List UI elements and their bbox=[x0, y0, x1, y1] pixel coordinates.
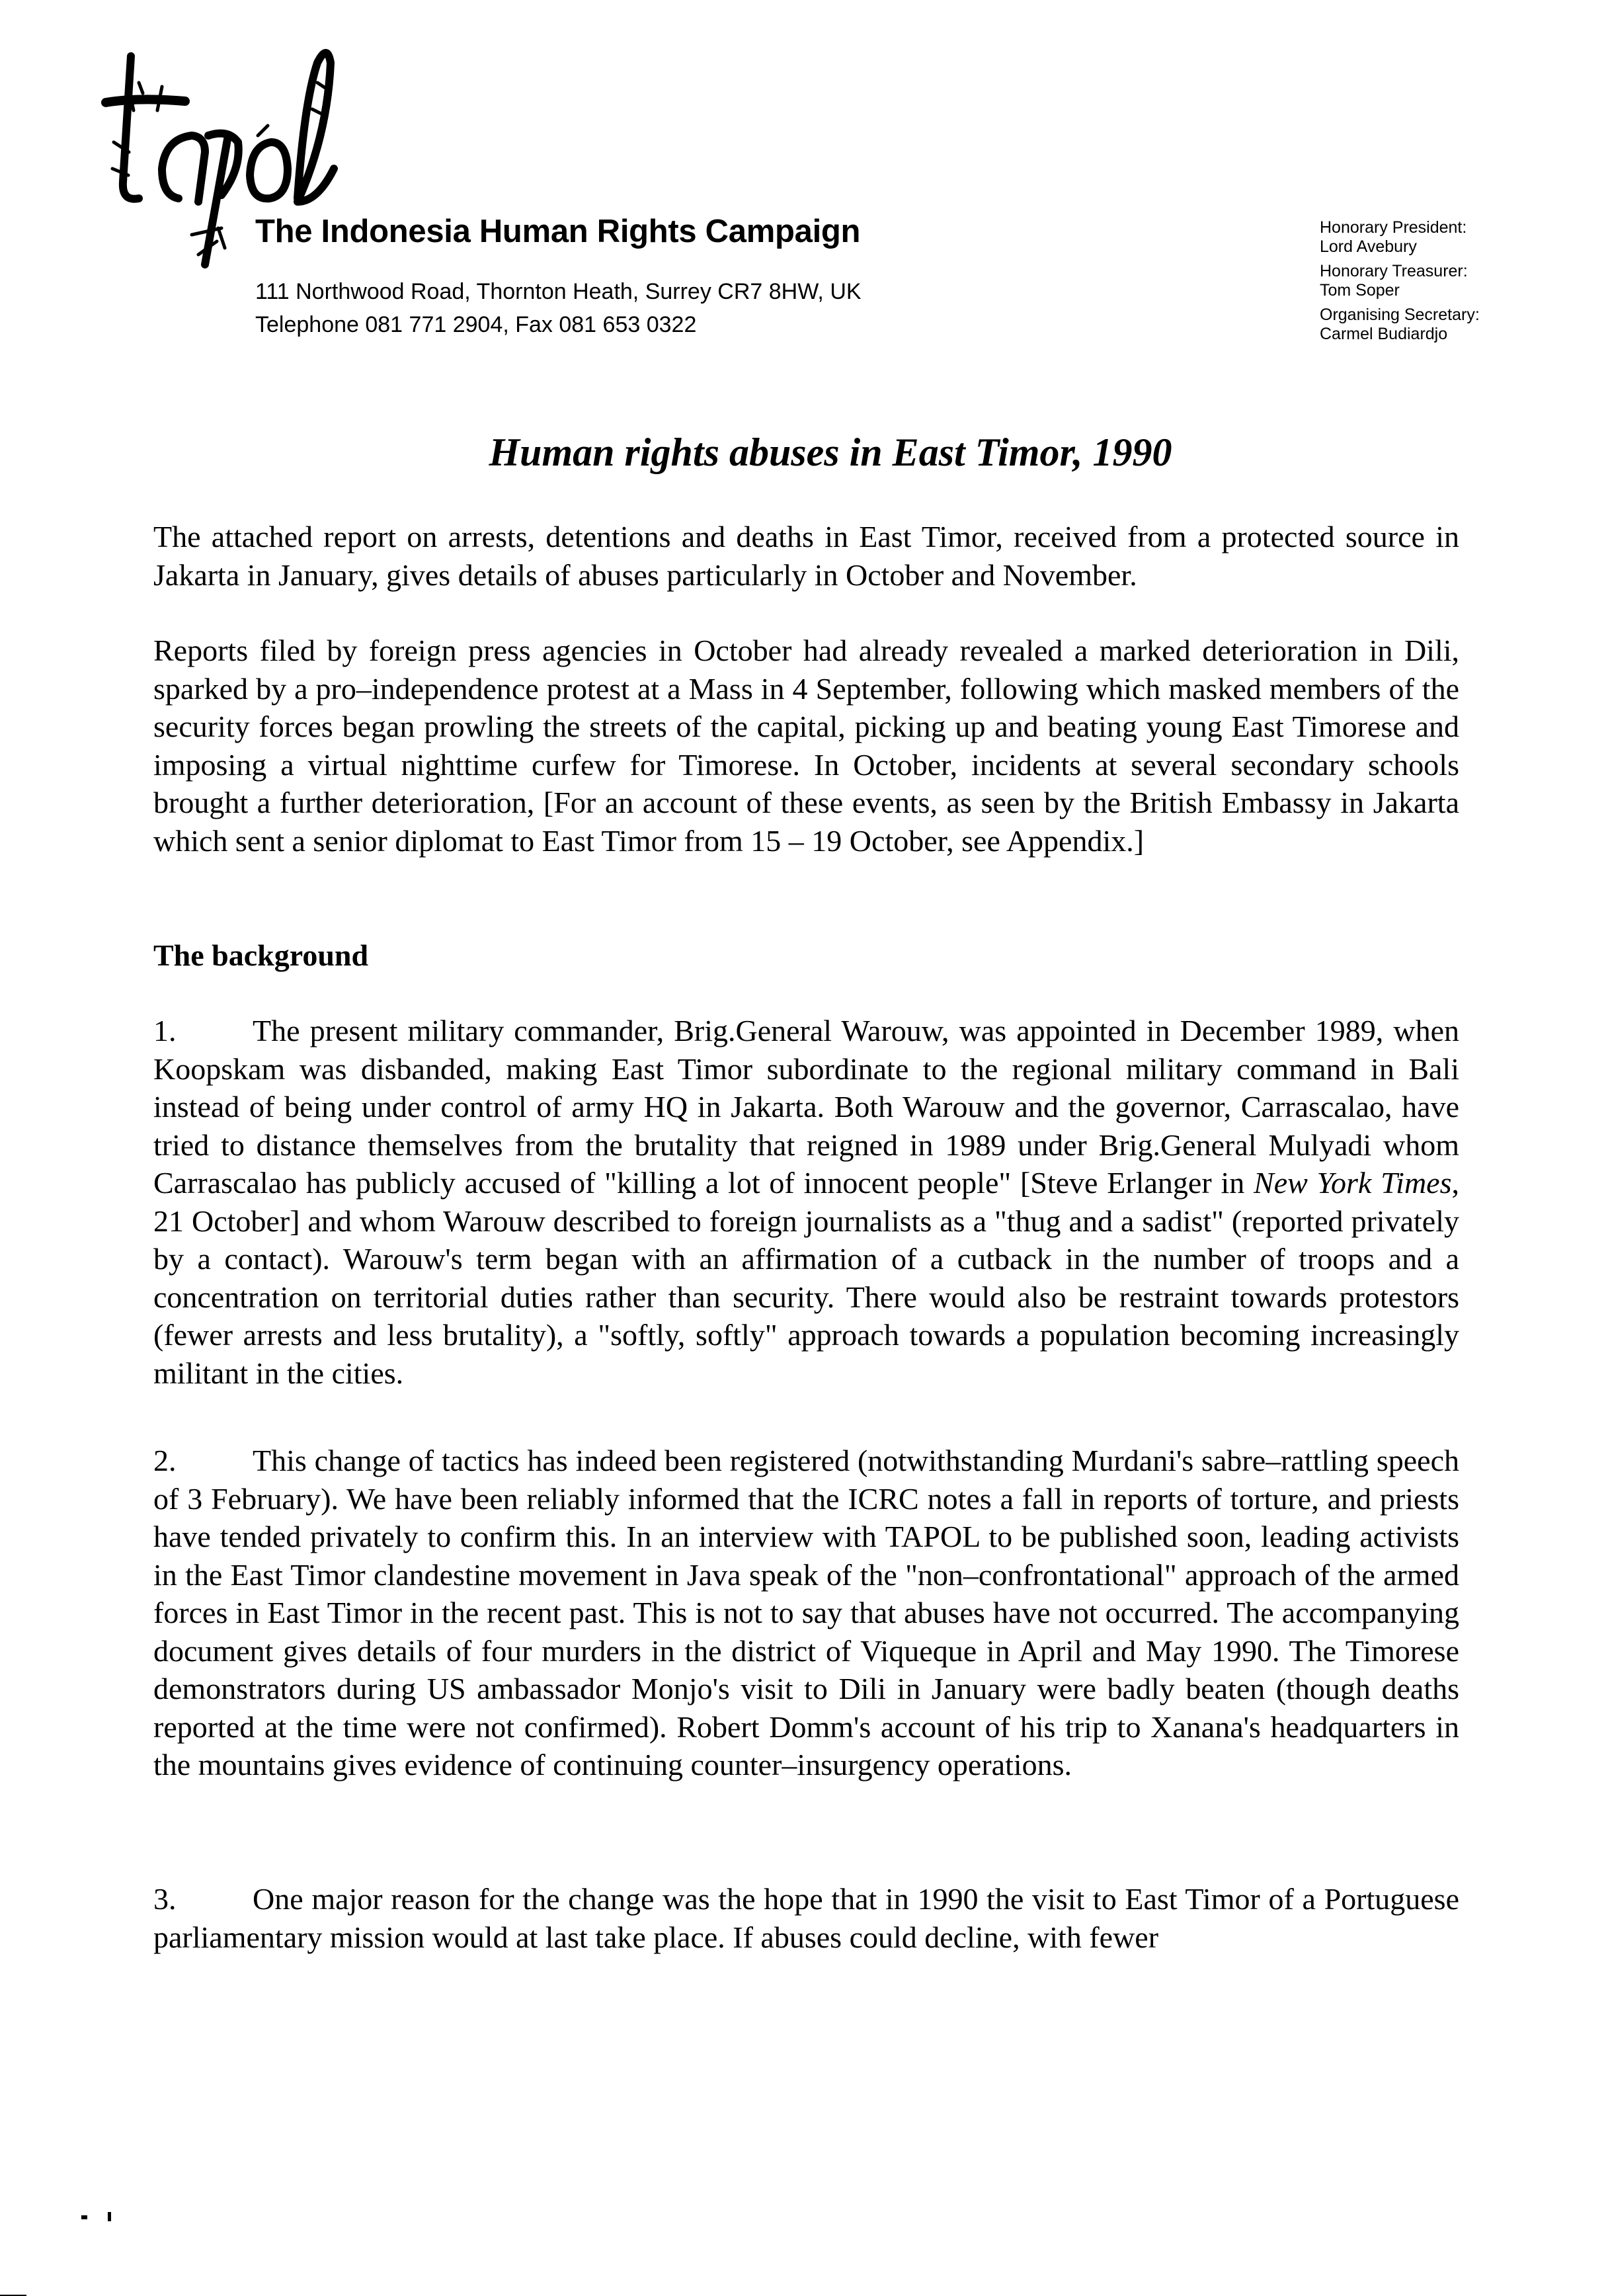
section-heading: The background bbox=[153, 938, 369, 972]
paragraph-number: 3. bbox=[153, 1882, 177, 1916]
officer-name: Tom Soper bbox=[1320, 281, 1400, 300]
scan-speck bbox=[81, 2215, 87, 2219]
officers-list bbox=[1320, 218, 1480, 349]
numbered-paragraph bbox=[153, 1442, 1459, 1784]
paragraph-text: The present military commander, Brig.General Warouw, was appointed in December 1989, when Koopskam was disbanded, making East Timor subordinate to the regional military command in Bali instead of being under control of army HQ in Jakarta. Both Warouw and the governor, Carrascalao, have tried to distance themselves from the brutality that reigned in 1989 under Brig.General Mulyadi whom Carrascalao has publicly accused of "killing a lot of innocent people" [Steve Erlanger in bbox=[153, 1014, 1459, 1200]
officer-role: Honorary President: bbox=[1320, 218, 1467, 237]
org-name: The Indonesia Human Rights Campaign bbox=[255, 214, 861, 249]
publication-name: New York Times bbox=[1254, 1166, 1452, 1200]
paragraph-number: 1. bbox=[153, 1014, 177, 1047]
paragraph-text: , 21 October] and whom Warouw described to foreign journalists as a "thug and a sadist" (reported privately by a contact). Warouw's term began with an affirmation of a cutback in the number of troops and a concentration on territorial duties rather than security. There would also be restraint towards protestors (fewer arrests and less brutality), a "softly, softly" approach towards a population becoming increasingly militant in the cities. bbox=[153, 1166, 1459, 1390]
scan-speck bbox=[108, 2212, 111, 2221]
numbered-paragraph bbox=[153, 1012, 1459, 1392]
paragraph-number: 2. bbox=[153, 1444, 177, 1477]
officer-president bbox=[1320, 218, 1480, 257]
officer-treasurer bbox=[1320, 262, 1480, 300]
numbered-paragraph bbox=[153, 1880, 1459, 1956]
officer-name: Lord Avebury bbox=[1320, 237, 1417, 256]
paragraph-text: This change of tactics has indeed been registered (notwithstanding Murdani's sabre–rattling speech of 3 February). We have been reliably informed that the ICRC notes a fall in reports of torture, and priests have tended privately to confirm this. In an interview with TAPOL to be published soon, leading activists in the East Timor clandestine movement in Java speak of the "non–confrontational" approach of the armed forces in East Timor in the recent past. This is not to say that abuses have not occurred. The accompanying document gives details of four murders in the district of Viqueque in April and May 1990. The Timorese demonstrators during US ambassador Monjo's visit to Dili in January were badly beaten (though deaths reported at the time were not confirmed). Robert Domm's account of his trip to Xanana's headquarters in the mountains gives evidence of continuing counter–insurgency operations. bbox=[153, 1444, 1459, 1782]
document-title: Human rights abuses in East Timor, 1990 bbox=[489, 430, 1172, 474]
org-address: 111 Northwood Road, Thornton Heath, Surrey CR7 8HW, UK bbox=[255, 279, 862, 304]
officer-name: Carmel Budiardjo bbox=[1320, 325, 1448, 343]
officer-secretary bbox=[1320, 306, 1480, 344]
org-phone-fax: Telephone 081 771 2904, Fax 081 653 0322 bbox=[255, 312, 697, 337]
intro-paragraph: The attached report on arrests, detentions and deaths in East Timor, received from a protected source in Jakarta in January, gives details of abuses particularly in October and November. bbox=[153, 520, 1459, 592]
officer-role: Organising Secretary: bbox=[1320, 306, 1480, 324]
intro-paragraph: Reports filed by foreign press agencies in October had already revealed a marked deterioration in Dili, sparked by a pro–independence protest at a Mass in 4 September, following which masked members of the security forces began prowling the streets of the capital, picking up and beating young East Timorese and imposing a virtual nighttime curfew for Timorese. In October, incidents at several secondary schools brought a further deterioration, [For an account of these events, as seen by the British Embassy in Jakarta which sent a senior diplomat to East Timor from 15 – 19 October, see Appendix.] bbox=[153, 634, 1459, 858]
officer-role: Honorary Treasurer: bbox=[1320, 262, 1468, 280]
paragraph-text: One major reason for the change was the hope that in 1990 the visit to East Timor of a Portuguese parliamentary mission would at last take place. If abuses could decline, with fewer bbox=[153, 1882, 1459, 1954]
